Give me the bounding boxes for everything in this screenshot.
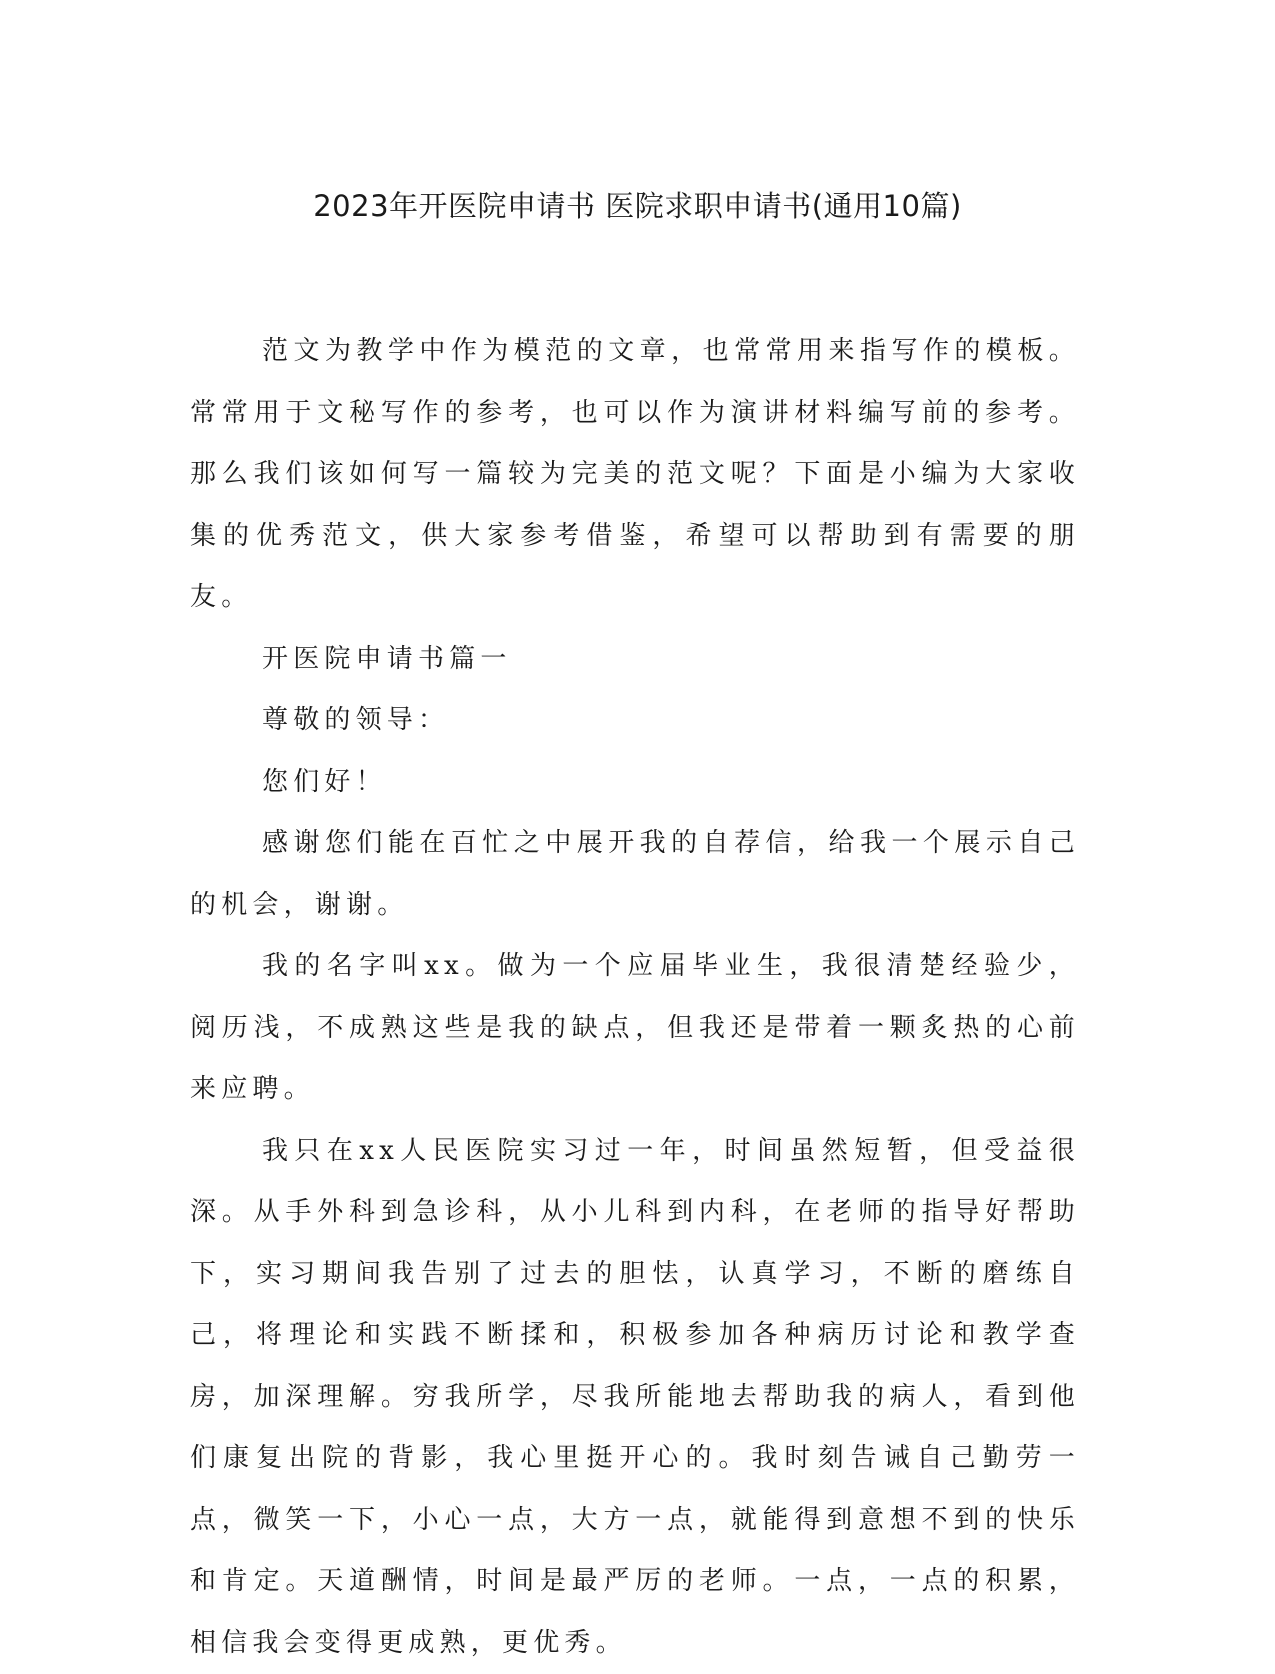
- section-heading: 开医院申请书篇一: [190, 629, 1080, 691]
- body-paragraph: 我只在xx人民医院实习过一年，时间虽然短暂，但受益很深。从手外科到急诊科，从小儿科到内科，在老师的指导好帮助下，实习期间我告别了过去的胆怯，认真学习，不断的磨练自己，将理论和实践不断揉和，积极参加各种病历讨论和教学查房，加深理解。穷我所学，尽我所能地去帮助我的病人，看到他们康复出院的背影，我心里挺开心的。我时刻告诫自己勤劳一点，微笑一下，小心一点，大方一点，就能得到意想不到的快乐和肯定。天道酬情，时间是最严厉的老师。一点，一点的积累，相信我会变得更成熟，更优秀。: [190, 1121, 1080, 1674]
- salutation: 尊敬的领导：: [190, 690, 1080, 752]
- document-title: 2023年开医院申请书 医院求职申请书(通用10篇): [0, 178, 1275, 234]
- body-paragraph: 我的名字叫xx。做为一个应届毕业生，我很清楚经验少，阅历浅，不成熟这些是我的缺点，但我还是带着一颗炙热的心前来应聘。: [190, 936, 1080, 1121]
- document-body: [190, 321, 1080, 1674]
- greeting: 您们好！: [190, 752, 1080, 814]
- intro-paragraph: 范文为教学中作为模范的文章，也常常用来指写作的模板。常常用于文秘写作的参考，也可以作为演讲材料编写前的参考。那么我们该如何写一篇较为完美的范文呢？下面是小编为大家收集的优秀范文，供大家参考借鉴，希望可以帮助到有需要的朋友。: [190, 321, 1080, 629]
- body-paragraph: 感谢您们能在百忙之中展开我的自荐信，给我一个展示自己的机会，谢谢。: [190, 813, 1080, 936]
